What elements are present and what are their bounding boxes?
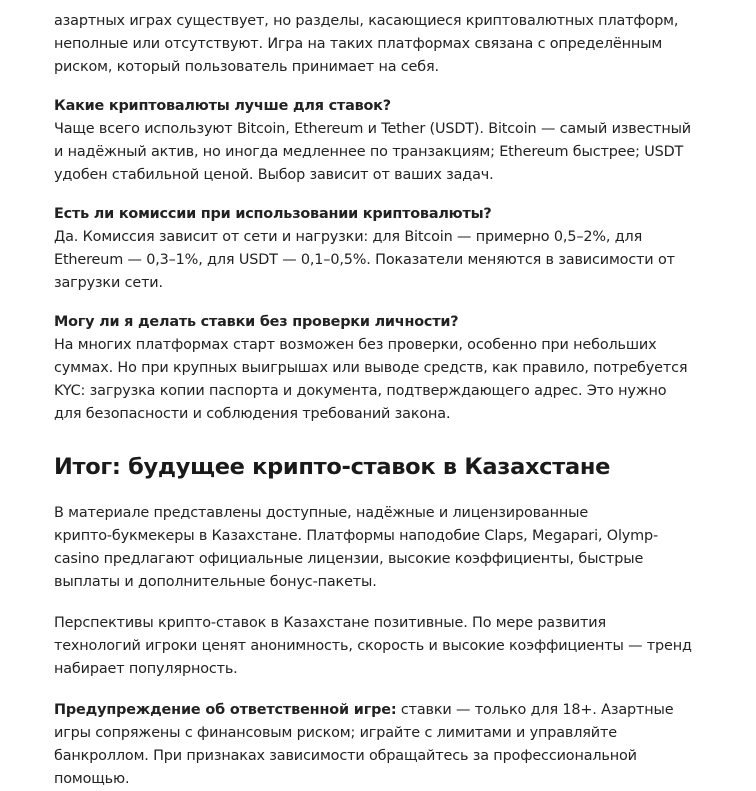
faq-answer: Да. Комиссия зависит от сети и нагрузки: для Bitcoin — примерно 0,5–2%, для Ethereum — 0,3–1%, для USDT — 0,1–0,5%. Показатели меняются в зависимости от загрузки сети. xyxy=(54,229,675,291)
conclusion-paragraph-2 xyxy=(54,612,694,681)
conclusion-paragraph-1 xyxy=(54,502,694,594)
warning-text: ставки — только для 18+. Азартные игры сопряжены с финансовым риском; играйте с лимитами и управляйте банкроллом. При признаках зависимости обращайтесь за профессиональной помощью. xyxy=(54,702,674,787)
faq-item-fees xyxy=(54,203,694,295)
faq-question: Есть ли комиссии при использовании криптовалюты? xyxy=(54,206,492,222)
intro-section xyxy=(54,10,694,79)
intro-paragraph: азартных играх существует, но разделы, касающиеся криптовалютных платформ, неполные или отсутствуют. Игра на таких платформах связана с определённым риском, который пользователь принимает на себя. xyxy=(54,13,679,75)
article-body xyxy=(54,10,694,791)
warning-label: Предупреждение об ответственной игре: xyxy=(54,702,397,718)
faq-question: Какие криптовалюты лучше для ставок? xyxy=(54,98,391,114)
faq-question: Могу ли я делать ставки без проверки личности? xyxy=(54,314,459,330)
faq-answer: Чаще всего используют Bitcoin, Ethereum и Tether (USDT). Bitcoin — самый известный и надёжный актив, но иногда медленнее по транзакциям; Ethereum быстрее; USDT удобен стабильной ценой. Выбор зависит от ваших задач. xyxy=(54,121,691,183)
conclusion-paragraph-2-text: Перспективы крипто-ставок в Казахстане позитивные. По мере развития технологий игроки ценят анонимность, скорость и высокие коэффициенты — тренд набирает популярность. xyxy=(54,615,692,677)
faq-answer: На многих платформах старт возможен без проверки, особенно при небольших суммах. Но при крупных выигрышах или выводе средств, как правило, потребуется KYC: загрузка копии паспорта и документа, подтверждающего адрес. Это нужно для безопасности и соблюдения требований закона. xyxy=(54,337,688,422)
faq-item-kyc xyxy=(54,311,694,426)
responsible-gaming-warning xyxy=(54,699,694,791)
conclusion-paragraph-1-line-1: В материале представлены доступные, надёжные и лицензированные xyxy=(54,505,589,521)
faq-item-cryptocurrencies xyxy=(54,95,694,187)
conclusion-paragraph-1-rest: крипто-букмекеры в Казахстане. Платформы наподобие Claps, Megapari, Olymp-casino предлагают официальные лицензии, высокие коэффициенты, быстрые выплаты и дополнительные бонус-пакеты. xyxy=(54,528,659,590)
conclusion-heading: Итог: будущее крипто-ставок в Казахстане xyxy=(54,454,611,480)
